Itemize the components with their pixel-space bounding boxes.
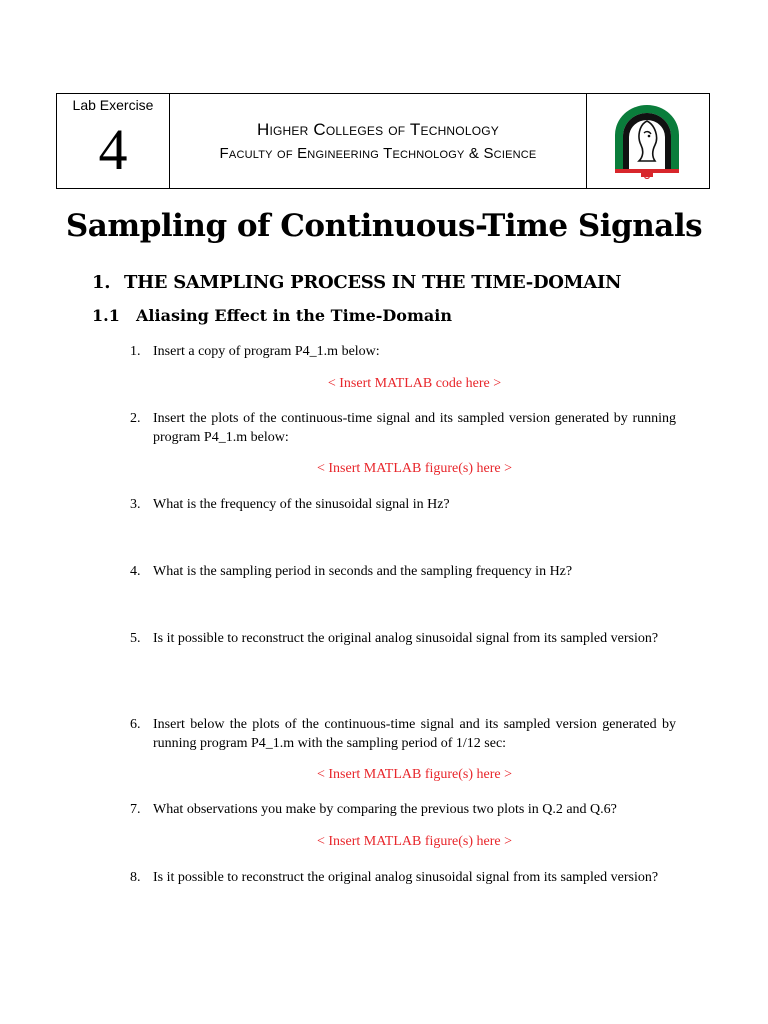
question-2: [130, 409, 676, 447]
question-4: [130, 562, 676, 581]
document-title: Sampling of Continuous-Time Signals: [65, 208, 703, 244]
subsection-heading: [92, 306, 452, 325]
question-number: 2.: [130, 411, 141, 426]
question-text: Insert below the plots of the continuous-time signal and its sampled version generated by running program P4_1.m with the sampling period of 1/12 sec:: [153, 717, 676, 751]
subsection-number: 1.1: [92, 306, 120, 325]
question-number: 8.: [130, 870, 141, 885]
institution-cell: [170, 94, 587, 188]
question-text: Insert the plots of the continuous-time signal and its sampled version generated by running program P4_1.m below:: [153, 411, 676, 445]
question-text: Is it possible to reconstruct the original analog sinusoidal signal from its sampled version?: [153, 631, 659, 646]
lab-exercise-cell: [57, 94, 170, 188]
lab-exercise-label: Lab Exercise: [72, 97, 154, 113]
question-number: 4.: [130, 564, 141, 579]
faculty-name: Faculty of Engineering Technology & Science: [219, 145, 537, 162]
question-text: Is it possible to reconstruct the original analog sinusoidal signal from its sampled version?: [153, 870, 659, 885]
question-text: Insert a copy of program P4_1.m below:: [153, 344, 380, 359]
header-box: [56, 93, 710, 189]
question-3: [130, 495, 676, 514]
matlab-figure-placeholder: < Insert MATLAB figure(s) here >: [316, 834, 512, 849]
question-6: [130, 715, 676, 753]
college-name: Higher Colleges of Technology: [257, 120, 499, 139]
question-8: [130, 868, 676, 887]
matlab-figure-placeholder: < Insert MATLAB figure(s) here >: [316, 461, 512, 476]
question-number: 7.: [130, 802, 141, 817]
question-1: [130, 342, 676, 361]
subsection-title: Aliasing Effect in the Time-Domain: [136, 306, 452, 325]
question-number: 5.: [130, 631, 141, 646]
section-title: THE SAMPLING PROCESS IN THE TIME-DOMAIN: [124, 272, 622, 293]
question-text: What is the sampling period in seconds and the sampling frequency in Hz?: [153, 564, 573, 579]
lab-exercise-number: 4: [98, 117, 128, 182]
question-number: 3.: [130, 497, 141, 512]
matlab-figure-placeholder: < Insert MATLAB figure(s) here >: [316, 767, 512, 782]
question-number: 1.: [130, 344, 141, 359]
matlab-code-placeholder: < Insert MATLAB code here >: [327, 376, 502, 391]
section-number: 1.: [92, 272, 111, 293]
question-number: 6.: [130, 717, 141, 732]
question-5: [130, 629, 676, 648]
question-text: What observations you make by comparing the previous two plots in Q.2 and Q.6?: [153, 802, 617, 817]
section-heading: [92, 272, 621, 293]
logo-cell: [587, 94, 709, 188]
question-7: [130, 800, 676, 819]
college-logo-icon: [611, 103, 683, 179]
question-text: What is the frequency of the sinusoidal signal in Hz?: [153, 497, 450, 512]
